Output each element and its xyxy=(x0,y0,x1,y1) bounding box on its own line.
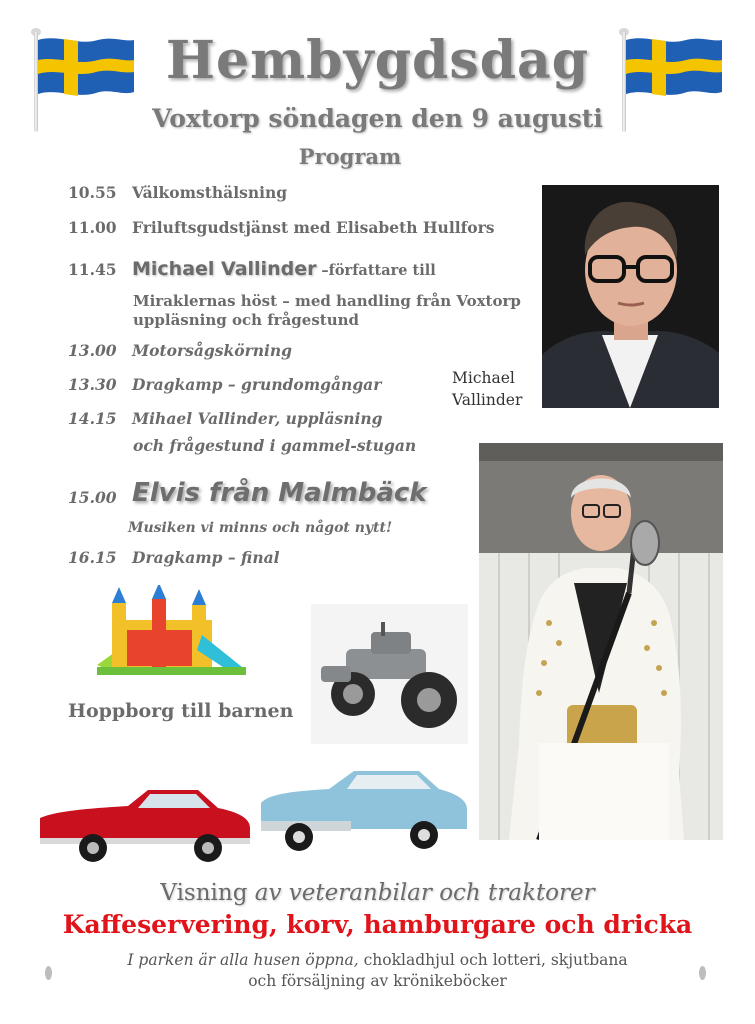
decorative-dot xyxy=(45,966,52,980)
program-time: 11.00 xyxy=(68,218,117,237)
footer-line-1 xyxy=(0,880,755,906)
tractor-image xyxy=(311,604,468,744)
program-row xyxy=(68,375,381,394)
footer-line-4: och försäljning av krönikeböcker xyxy=(248,972,507,990)
red-cadillac-image xyxy=(38,778,252,870)
footer-line-1-plain: Visning xyxy=(160,880,255,906)
program-text: Motorsågskörning xyxy=(132,341,293,360)
program-text: Friluftsgudstjänst med Elisabeth Hullfors xyxy=(132,218,495,237)
program-row xyxy=(68,183,287,202)
speaker-photo xyxy=(542,185,719,408)
program-row xyxy=(68,478,427,508)
photo-caption xyxy=(452,367,522,411)
decorative-dot xyxy=(699,966,706,980)
page-subtitle: Voxtorp söndagen den 9 augusti xyxy=(152,104,603,133)
program-text: Dragkamp – grundomgångar xyxy=(132,375,382,394)
program-subline: Miraklernas höst – med handling från Voxtorp xyxy=(133,292,521,310)
footer-line-3 xyxy=(0,950,755,992)
program-time: 15.00 xyxy=(68,487,117,507)
program-time: 13.00 xyxy=(68,341,117,360)
program-text: Välkomsthälsning xyxy=(132,183,288,202)
footer-line-1-italic: av veteranbilar och traktorer xyxy=(254,880,595,906)
footer-line-3-rest: chokladhjul och lotteri, skjutbana xyxy=(358,951,628,969)
program-row xyxy=(68,548,280,567)
program-time: 13.30 xyxy=(68,375,117,394)
blue-impala-image xyxy=(259,763,470,862)
program-row xyxy=(68,218,495,237)
program-row xyxy=(68,258,436,280)
program-row xyxy=(68,409,382,428)
performer-photo xyxy=(479,443,723,840)
program-subline: Musiken vi minns och något nytt! xyxy=(128,520,393,536)
caption-line: Vallinder xyxy=(452,391,523,409)
program-time: 14.15 xyxy=(68,409,117,428)
program-heading: Program xyxy=(298,144,402,169)
performer-name: Elvis från Malmbäck xyxy=(132,478,427,508)
bouncy-castle-image xyxy=(92,585,246,680)
program-time: 16.15 xyxy=(68,548,117,567)
program-time: 11.45 xyxy=(68,260,117,279)
program-time: 10.55 xyxy=(68,183,117,202)
program-subline: och frågestund i gammel-stugan xyxy=(133,436,417,455)
footer-line-2: Kaffeservering, korv, hamburgare och dricka xyxy=(62,910,693,939)
caption-line: Michael xyxy=(452,369,515,387)
program-text: Mihael Vallinder, uppläsning xyxy=(132,409,383,428)
program-text: Dragkamp – final xyxy=(132,548,280,567)
program-row xyxy=(68,341,292,360)
program-subline: uppläsning och frågestund xyxy=(133,311,360,329)
hoppborg-label: Hoppborg till barnen xyxy=(68,700,294,722)
page-title: Hembygdsdag xyxy=(165,30,590,91)
footer-line-3-italic: I parken är alla husen öppna, xyxy=(127,951,359,969)
speaker-name: Michael Vallinder xyxy=(132,258,317,280)
program-text: –författare till xyxy=(321,262,436,279)
